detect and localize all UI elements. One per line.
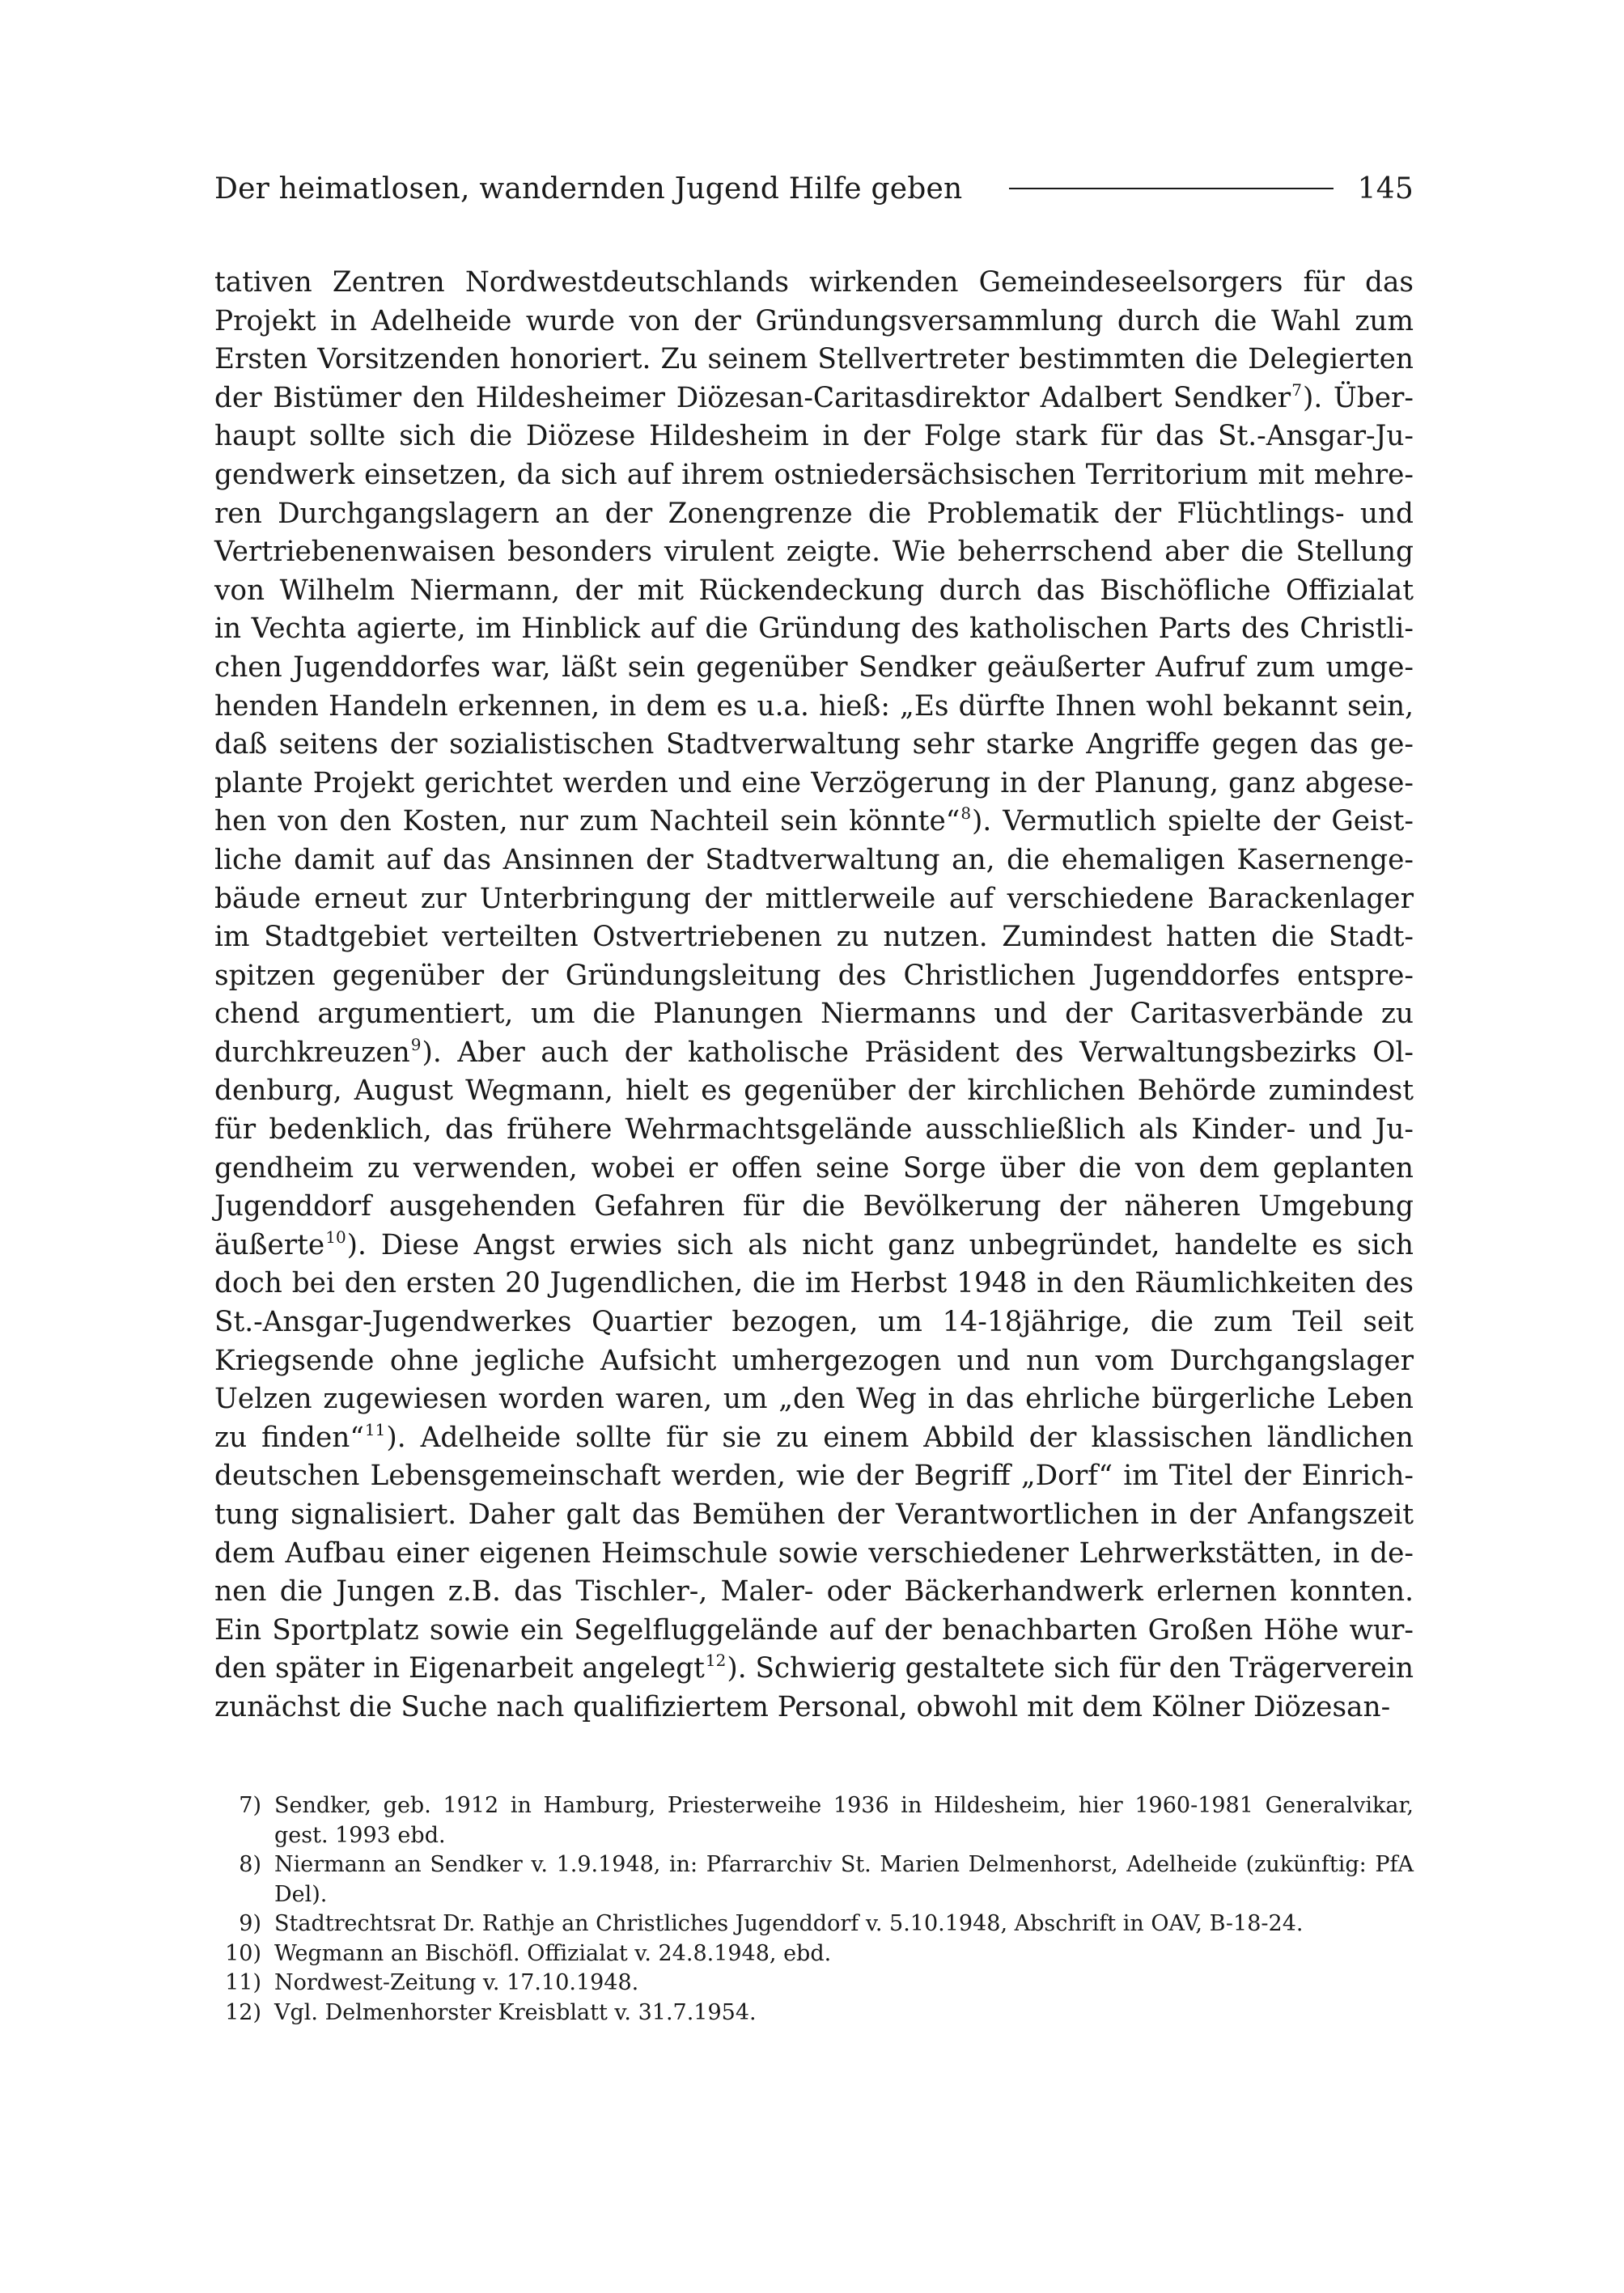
text-segment: ). Aber auch der katholische Präsident des Verwaltungsbezirks Ol-: [422, 1036, 1414, 1069]
text-segment: ). Schwierig gestaltete sich für den Trägerverein: [727, 1652, 1414, 1685]
text-segment: tativen Zentren Nordwestdeutschlands wirkenden Gemeindeseelsorgers für das: [214, 266, 1414, 299]
text-line: [214, 649, 1414, 688]
text-line: [214, 1303, 1414, 1342]
footnote-marker[interactable]: 11: [364, 1419, 386, 1439]
running-head-title: Der heimatlosen, wandernden Jugend Hilfe geben: [214, 172, 963, 206]
footnote-text: Vgl. Delmenhorster Kreisblatt v. 31.7.1954.: [274, 1999, 757, 2025]
running-head: [214, 168, 1414, 209]
text-line: [214, 995, 1414, 1034]
footnote-marker[interactable]: 7: [1291, 379, 1302, 400]
text-line: [214, 1150, 1414, 1189]
text-segment: henden Handeln erkennen, in dem es u.a. hieß: „Es dürfte Ihnen wohl bekannt sein,: [214, 689, 1414, 723]
text-line: [214, 264, 1414, 303]
text-line: [214, 379, 1414, 418]
text-line: [214, 726, 1414, 765]
running-head-rule: [1009, 188, 1333, 189]
text-line: [214, 1342, 1414, 1381]
footnote-text: Stadtrechtsrat Dr. Rathje an Christliches Jugenddorf v. 5.10.1948, Abschrift in OAV, B-18-24.: [274, 1911, 1304, 1936]
text-line: [214, 841, 1414, 880]
body-paragraph: [214, 264, 1414, 1727]
text-line: [214, 765, 1414, 803]
footnote-number: 8): [239, 1852, 261, 1877]
footnote-number: 9): [239, 1911, 261, 1936]
text-line: [214, 1535, 1414, 1574]
footnote-item: [214, 1939, 1414, 1969]
text-segment: den später in Eigenarbeit angelegt: [214, 1652, 705, 1685]
text-line: [214, 1034, 1414, 1073]
text-segment: gendwerk einsetzen, da sich auf ihrem ostniedersächsischen Territorium mit mehre-: [214, 458, 1414, 491]
text-segment: gendheim zu verwenden, wobei er offen seine Sorge über die von dem geplanten: [214, 1151, 1414, 1185]
text-line: [214, 495, 1414, 534]
text-segment: äußerte: [214, 1228, 325, 1261]
footnote-item: [214, 1850, 1414, 1909]
text-segment: ren Durchgangslagern an der Zonengrenze die Problematik der Flüchtlings- und: [214, 497, 1414, 530]
footnote-text: Sendker, geb. 1912 in Hamburg, Priesterweihe 1936 in Hildesheim, hier 1960-1981 Generalvikar, gest. 1993 ebd.: [274, 1793, 1414, 1848]
text-segment: Projekt in Adelheide wurde von der Gründungsversammlung durch die Wahl zum: [214, 304, 1414, 337]
page-number: 145: [1357, 172, 1414, 206]
text-segment: ). Über-: [1302, 381, 1414, 414]
text-segment: haupt sollte sich die Diözese Hildesheim in der Folge stark für das St.-Ansgar-Ju-: [214, 420, 1414, 453]
text-segment: zu finden“: [214, 1421, 364, 1454]
text-line: [214, 417, 1414, 456]
text-line: [214, 957, 1414, 996]
text-segment: ). Adelheide sollte für sie zu einem Abbild der klassischen ländlichen: [386, 1421, 1414, 1454]
text-segment: Ersten Vorsitzenden honoriert. Zu seinem Stellvertreter bestimmten die Delegierten: [214, 343, 1414, 376]
footnote-number: 7): [239, 1793, 261, 1818]
footnote-number: 10): [225, 1940, 261, 1966]
text-line: [214, 1650, 1414, 1689]
text-line: [214, 1496, 1414, 1535]
footnote-item: [214, 1969, 1414, 1998]
text-segment: in Vechta agierte, im Hinblick auf die Gründung des katholischen Parts des Christli-: [214, 612, 1414, 646]
text-segment: chen Jugenddorfes war, läßt sein gegenüber Sendker geäußerter Aufruf zum umge-: [214, 651, 1414, 684]
footnote-item: [214, 1791, 1414, 1850]
text-line: [214, 688, 1414, 727]
text-segment: tung signalisiert. Daher galt das Bemühen der Verantwortlichen in der Anfangszeit: [214, 1498, 1414, 1531]
text-line: [214, 572, 1414, 611]
text-segment: Uelzen zugewiesen worden waren, um „den Weg in das ehrliche bürgerliche Leben: [214, 1383, 1414, 1416]
text-segment: plante Projekt gerichtet werden und eine Verzögerung in der Planung, ganz abgese-: [214, 766, 1414, 799]
footnote-number: 11): [225, 1970, 261, 1995]
text-segment: spitzen gegenüber der Gründungsleitung des Christlichen Jugenddorfes entspre-: [214, 959, 1414, 992]
text-segment: Kriegsende ohne jegliche Aufsicht umhergezogen und nun vom Durchgangslager: [214, 1344, 1414, 1377]
text-segment: liche damit auf das Ansinnen der Stadtverwaltung an, die ehemaligen Kasernenge-: [214, 843, 1414, 876]
footnotes: [214, 1791, 1414, 2028]
text-segment: hen von den Kosten, nur zum Nachteil sein könnte“: [214, 805, 960, 838]
footnote-number: 12): [225, 1999, 261, 2025]
text-segment: denburg, August Wegmann, hielt es gegenüber der kirchlichen Behörde zumindest: [214, 1074, 1414, 1108]
text-segment: daß seitens der sozialistischen Stadtverwaltung sehr starke Angriffe gegen das ge-: [214, 728, 1414, 761]
text-line: [214, 1457, 1414, 1496]
text-line: [214, 1265, 1414, 1303]
footnote-marker[interactable]: 12: [705, 1651, 727, 1671]
text-segment: ). Vermutlich spielte der Geist-: [972, 805, 1414, 838]
text-line: [214, 1111, 1414, 1150]
text-line: [214, 803, 1414, 841]
text-segment: durchkreuzen: [214, 1036, 410, 1069]
text-line: [214, 1227, 1414, 1265]
footnote-text: Wegmann an Bischöfl. Offizialat v. 24.8.1948, ebd.: [274, 1940, 832, 1966]
text-line: [214, 1419, 1414, 1458]
text-line: [214, 341, 1414, 379]
text-line: [214, 303, 1414, 341]
text-segment: bäude erneut zur Unterbringung der mittlerweile auf verschiedene Barackenlager: [214, 882, 1414, 915]
text-segment: zunächst die Suche nach qualifiziertem Personal, obwohl mit dem Kölner Diözesan-: [214, 1690, 1391, 1723]
text-line: [214, 533, 1414, 572]
text-segment: dem Aufbau einer eigenen Heimschule sowie verschiedener Lehrwerkstätten, in de-: [214, 1536, 1414, 1570]
text-segment: im Stadtgebiet verteilten Ostvertriebenen zu nutzen. Zumindest hatten die Stadt-: [214, 921, 1414, 954]
text-line: [214, 918, 1414, 957]
text-line: [214, 1072, 1414, 1111]
footnote-marker[interactable]: 8: [960, 803, 972, 824]
text-segment: ). Diese Angst erwies sich als nicht ganz unbegründet, handelte es sich: [346, 1228, 1414, 1261]
text-line: [214, 1689, 1414, 1727]
text-line: [214, 456, 1414, 495]
text-line: [214, 1380, 1414, 1419]
text-segment: chend argumentiert, um die Planungen Niermanns und der Caritasverbände zu: [214, 998, 1414, 1031]
text-line: [214, 1612, 1414, 1651]
footnote-marker[interactable]: 10: [325, 1227, 346, 1247]
footnote-text: Nordwest-Zeitung v. 17.10.1948.: [274, 1970, 639, 1995]
text-line: [214, 1573, 1414, 1612]
text-line: [214, 1188, 1414, 1227]
text-line: [214, 880, 1414, 919]
footnote-item: [214, 1909, 1414, 1939]
text-segment: doch bei den ersten 20 Jugendlichen, die im Herbst 1948 in den Räumlichkeiten des: [214, 1267, 1414, 1300]
text-segment: der Bistümer den Hildesheimer Diözesan-Caritasdirektor Adalbert Sendker: [214, 381, 1291, 414]
text-segment: Ein Sportplatz sowie ein Segelfluggelände auf der benachbarten Großen Höhe wur-: [214, 1613, 1414, 1647]
text-segment: Vertriebenenwaisen besonders virulent zeigte. Wie beherrschend aber die Stellung: [214, 536, 1414, 569]
text-segment: nen die Jungen z.B. das Tischler-, Maler- oder Bäckerhandwerk erlernen konnten.: [214, 1575, 1414, 1608]
text-segment: Jugenddorf ausgehenden Gefahren für die Bevölkerung der näheren Umgebung: [214, 1190, 1414, 1223]
footnote-text: Niermann an Sendker v. 1.9.1948, in: Pfarrarchiv St. Marien Delmenhorst, Adelheide (zukünftig: PfA Del).: [274, 1852, 1414, 1907]
footnote-item: [214, 1998, 1414, 2028]
text-segment: deutschen Lebensgemeinschaft werden, wie der Begriff „Dorf“ im Titel der Einrich-: [214, 1460, 1414, 1493]
text-segment: von Wilhelm Niermann, der mit Rückendeckung durch das Bischöfliche Offizialat: [214, 574, 1414, 607]
text-segment: St.-Ansgar-Jugendwerkes Quartier bezogen, um 14-18jährige, die zum Teil seit: [214, 1306, 1414, 1339]
footnote-marker[interactable]: 9: [410, 1034, 422, 1054]
text-segment: für bedenklich, das frühere Wehrmachtsgelände ausschließlich als Kinder- und Ju-: [214, 1113, 1414, 1146]
text-line: [214, 610, 1414, 649]
